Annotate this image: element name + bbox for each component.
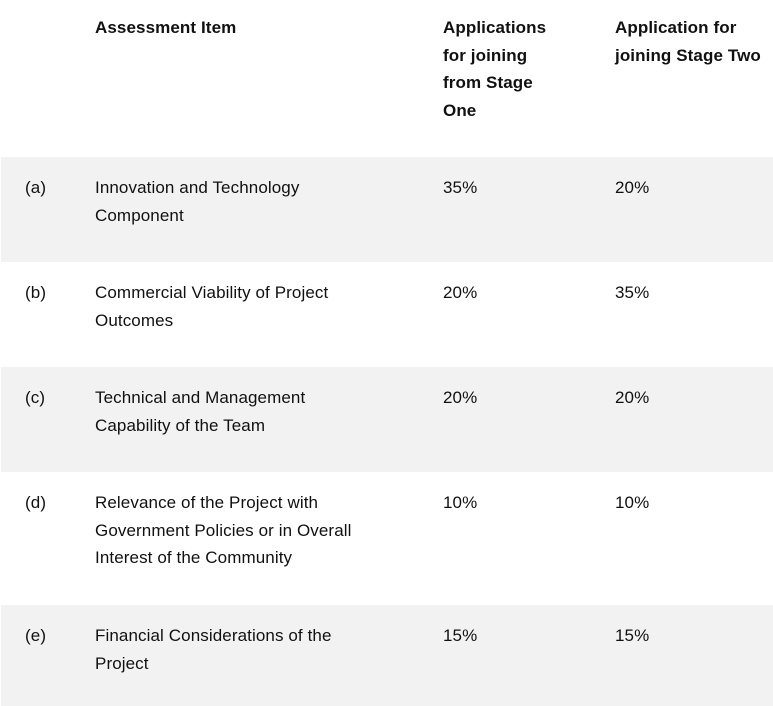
row-stage-two-weight: 20% [615,388,650,407]
row-assessment-item: Financial Considerations of the Project [95,626,332,673]
row-assessment-item: Technical and Management Capability of the Team [95,388,306,435]
row-index: (d) [25,493,47,512]
row-stage-one-weight: 10% [443,493,478,512]
row-stage-two-weight: 10% [615,493,650,512]
row-assessment-item: Commercial Viability of Project Outcomes [95,283,329,330]
row-assessment-item: Relevance of the Project with Government Policies or in Overall Interest of the Community [95,493,352,567]
row-stage-one-weight: 20% [443,388,478,407]
row-index: (c) [25,388,46,407]
row-index: (b) [25,283,47,302]
header-assessment-item: Assessment Item [95,18,237,37]
row-stage-two-weight: 20% [615,178,650,197]
row-assessment-item: Innovation and Technology Component [95,178,300,225]
row-stage-one-weight: 35% [443,178,478,197]
row-stage-one-weight: 20% [443,283,478,302]
row-stage-two-weight: 35% [615,283,650,302]
row-index: (a) [25,178,47,197]
row-stage-one-weight: 15% [443,626,478,645]
header-stage-one: Applications for joining from Stage One [443,18,547,120]
row-stage-two-weight: 15% [615,626,650,645]
row-index: (e) [25,626,47,645]
header-stage-two: Application for joining Stage Two [615,18,761,65]
